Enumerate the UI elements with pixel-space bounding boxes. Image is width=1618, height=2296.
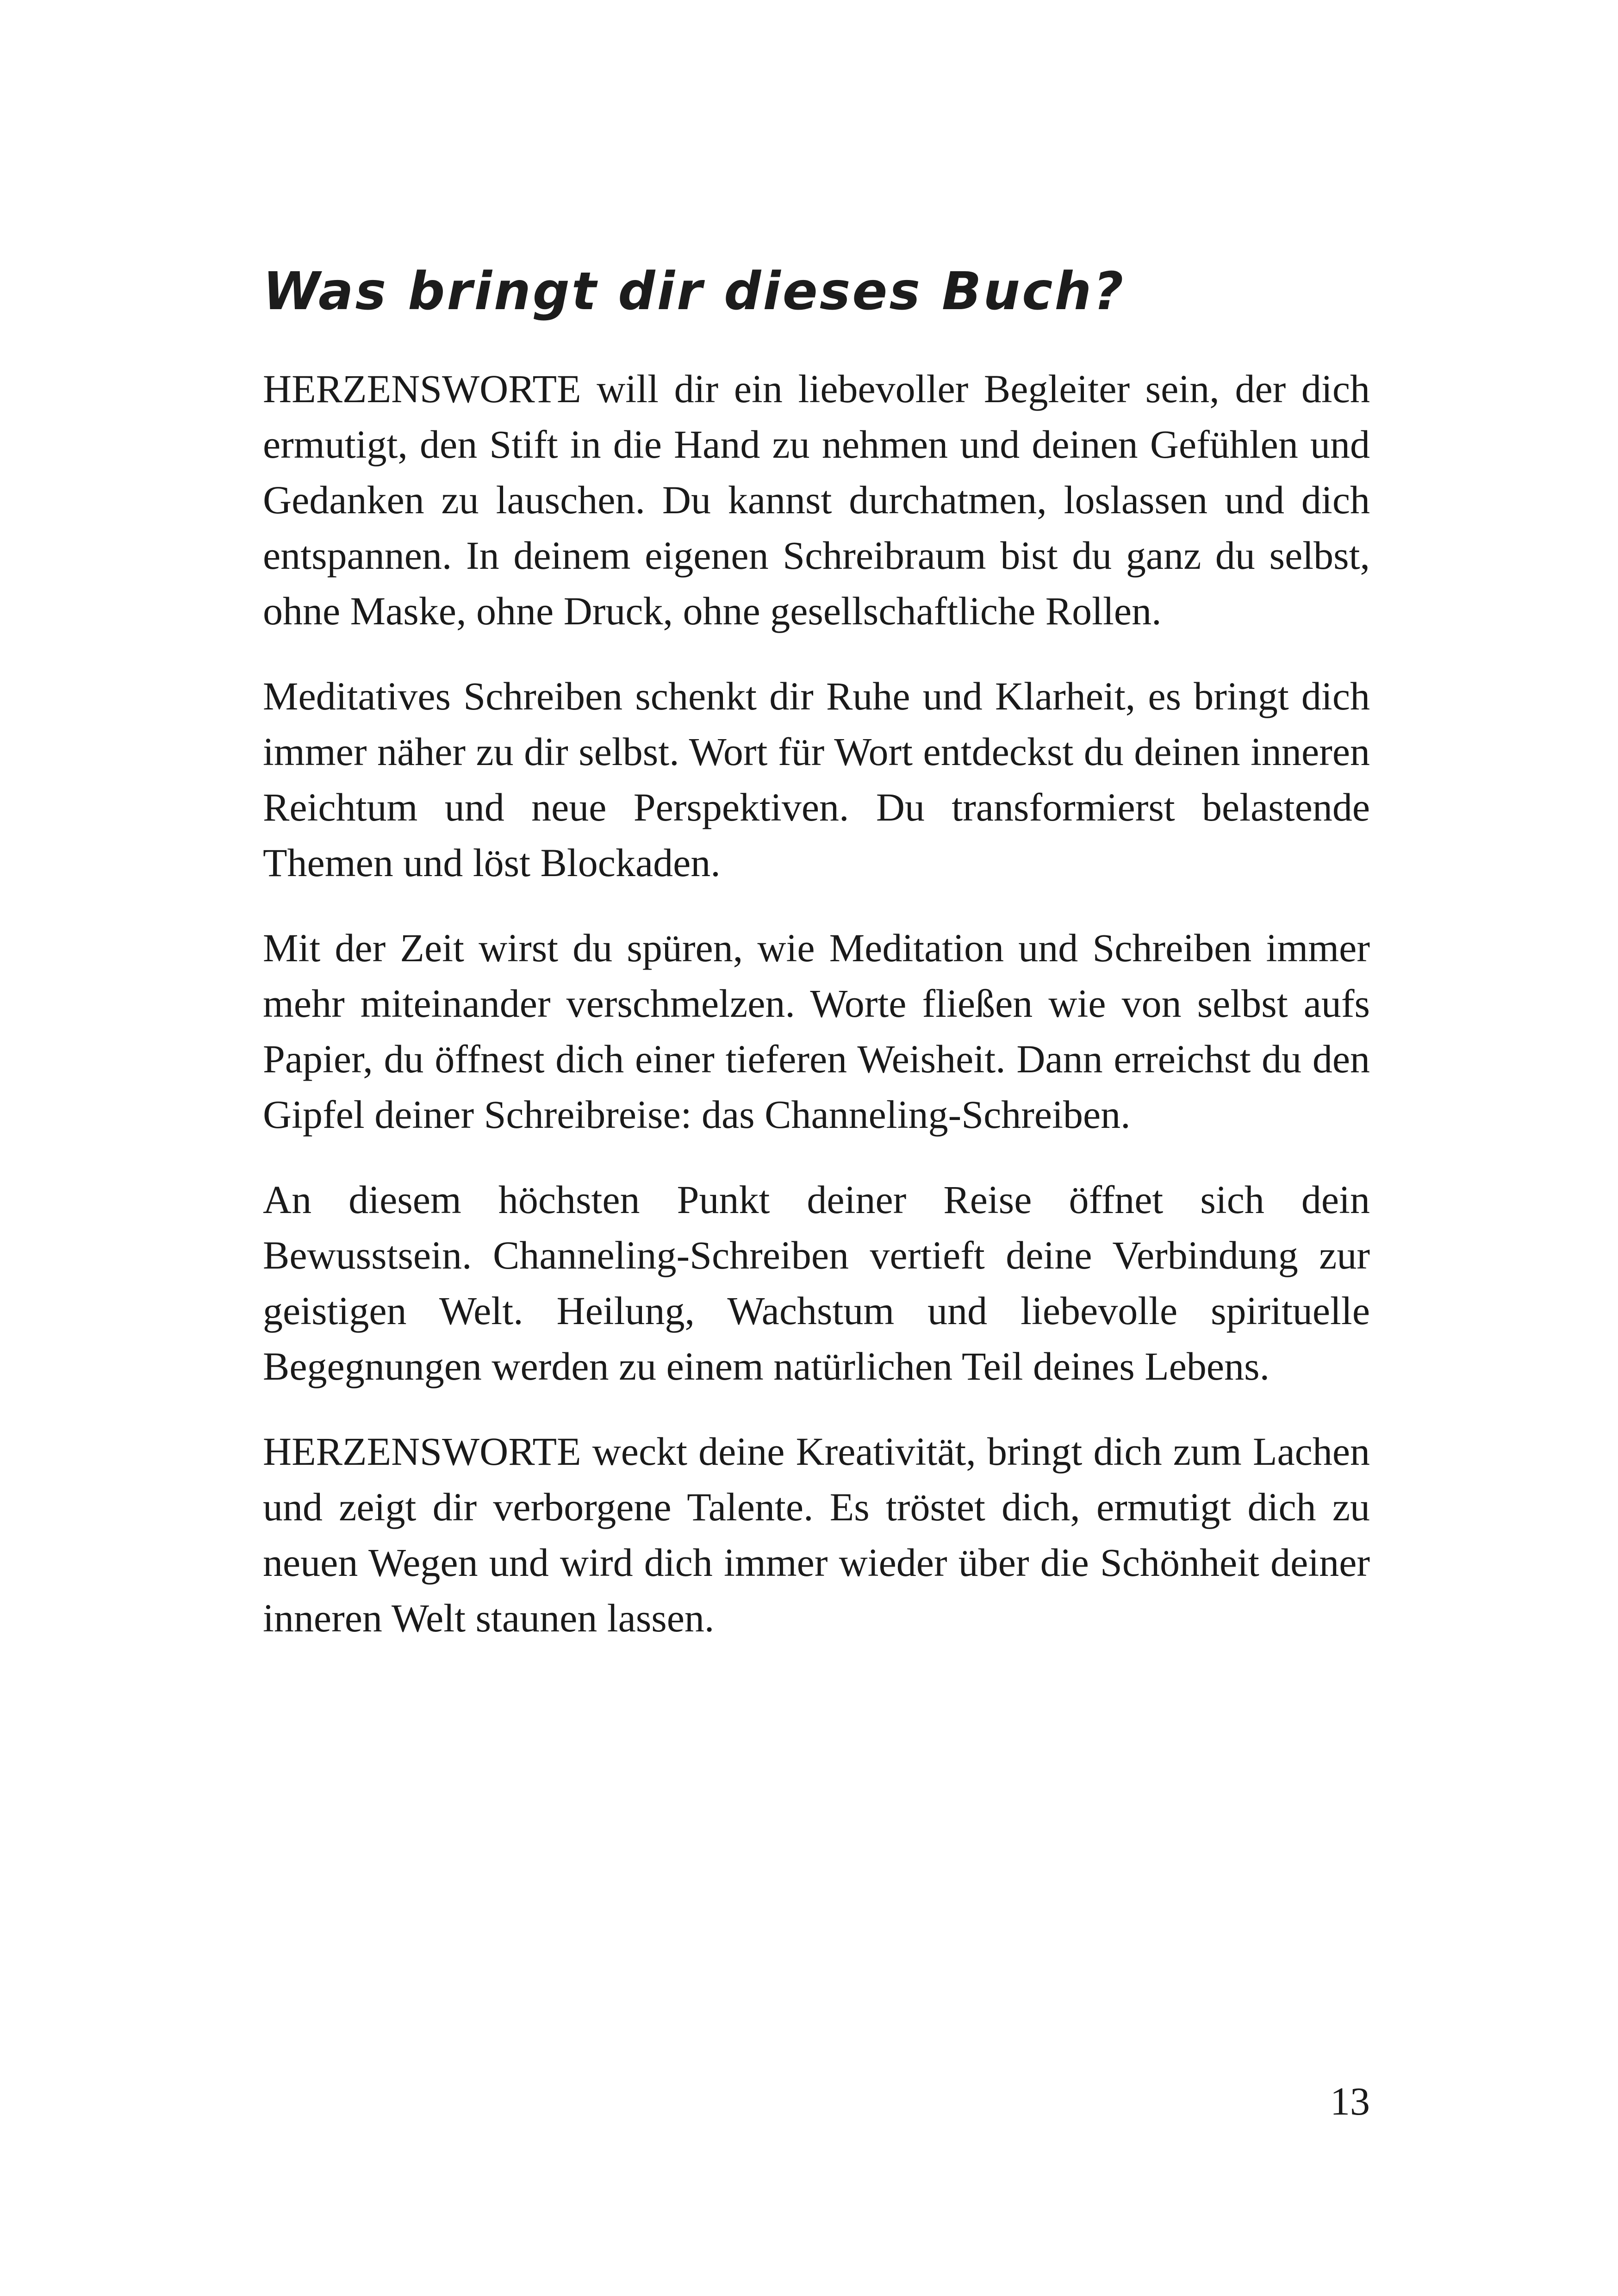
page-heading: Was bringt dir dieses Buch? bbox=[263, 261, 1126, 322]
paragraph-1: HERZENSWORTE will dir ein liebevoller Begleiter sein, der dich ermutigt, den Stift in die Hand zu nehmen und deinen Gefühlen und Gedanken zu lauschen. Du kannst durchatmen, loslassen und dich entspannen. In deinem eigenen Schreibraum bist du ganz du selbst, ohne Maske, ohne Druck, ohne gesellschaftliche Rollen. bbox=[263, 367, 1370, 633]
page-number: 13 bbox=[1330, 2079, 1370, 2123]
body-text bbox=[263, 361, 1370, 1675]
paragraph-5: HERZENSWORTE weckt deine Kreativität, bringt dich zum Lachen und zeigt dir verborgene Talente. Es tröstet dich, ermutigt dich zu neuen Wegen und wird dich immer wieder über die Schönheit deiner inneren Welt staunen lassen. bbox=[263, 1429, 1370, 1640]
paragraph-4: An diesem höchsten Punkt deiner Reise öffnet sich dein Bewusstsein. Channeling-Schreiben vertieft deine Verbindung zur geistigen Welt. Heilung, Wachstum und liebevolle spirituelle Begegnungen werden zu einem natürlichen Teil deines Lebens. bbox=[263, 1177, 1370, 1388]
paragraph-2: Meditatives Schreiben schenkt dir Ruhe und Klarheit, es bringt dich immer näher zu dir selbst. Wort für Wort entdeckst du deinen inneren Reichtum und neue Perspektiven. Du transformierst belastende Themen und löst Blockaden. bbox=[263, 674, 1370, 885]
paragraph-3: Mit der Zeit wirst du spüren, wie Meditation und Schreiben immer mehr miteinander verschmelzen. Worte fließen wie von selbst aufs Papier, du öffnest dich einer tieferen Weisheit. Dann erreichst du den Gipfel deiner Schreibreise: das Channeling-Schreiben. bbox=[263, 926, 1370, 1137]
